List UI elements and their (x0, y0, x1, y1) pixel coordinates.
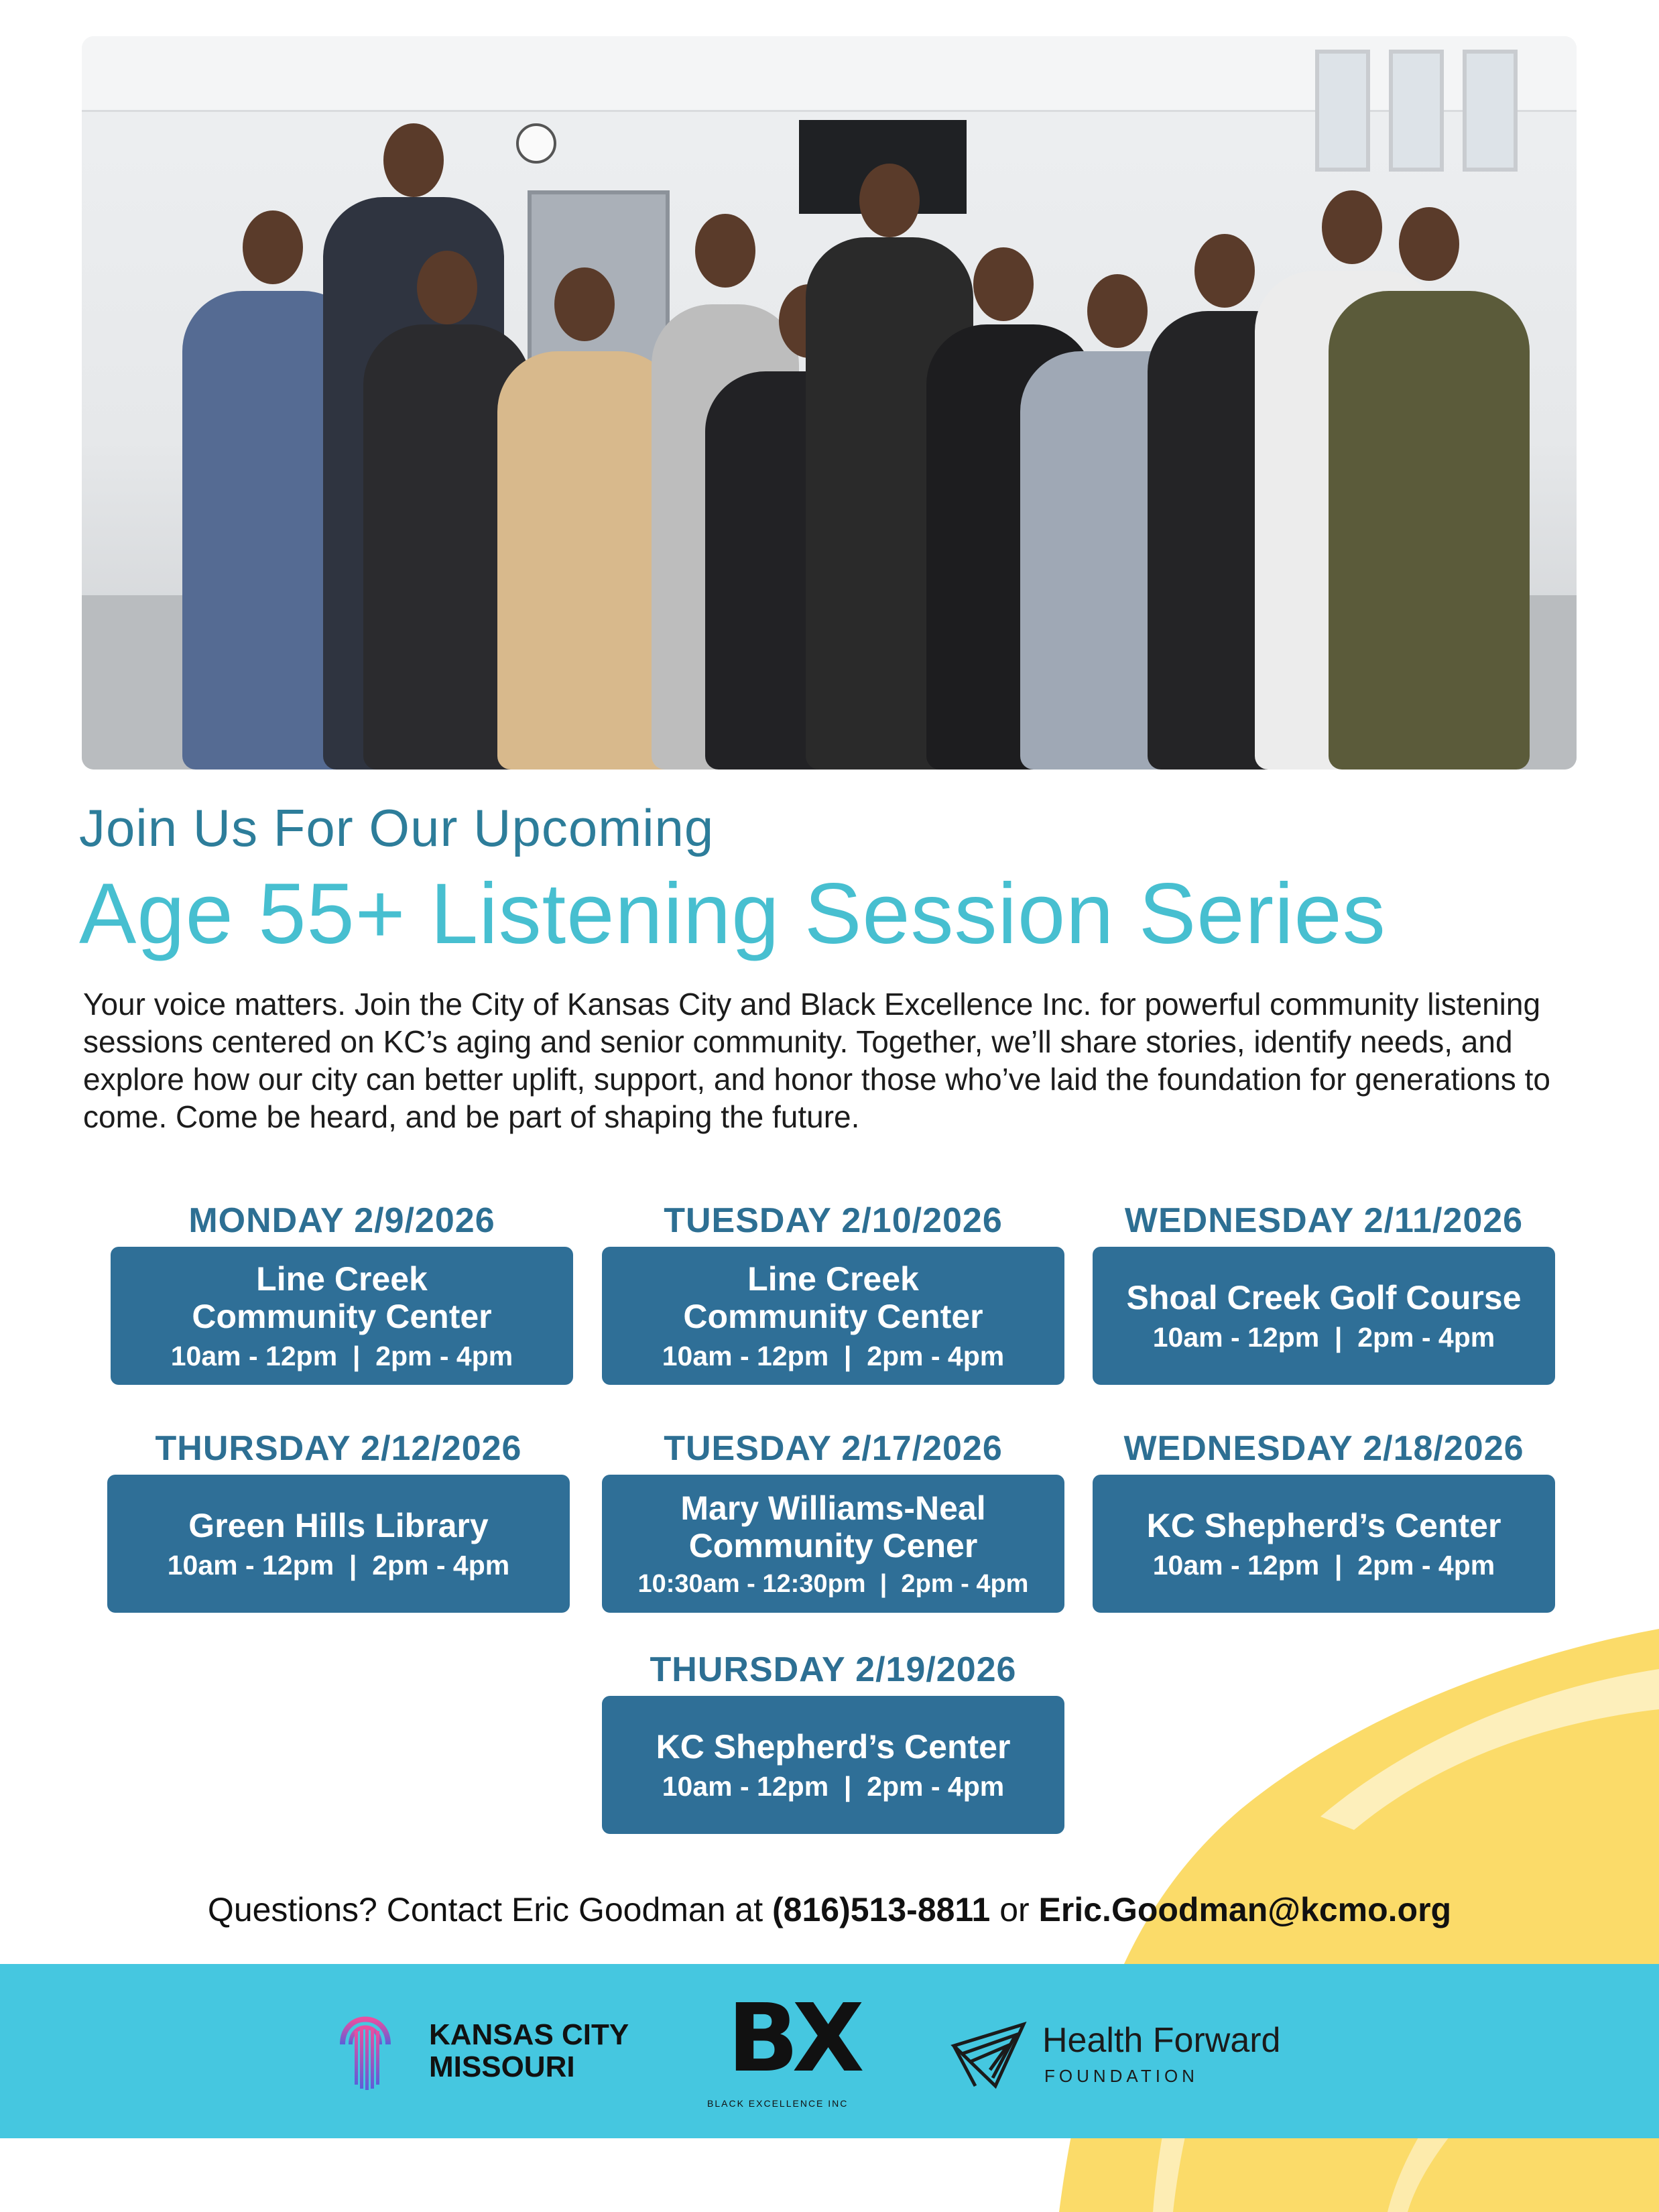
session-times: 10am - 12pm | 2pm - 4pm (170, 1340, 513, 1371)
person-head (1194, 234, 1255, 308)
session-slot (602, 1649, 1064, 1834)
person (1329, 291, 1530, 770)
session-day: WEDNESDAY 2/18/2026 (1123, 1429, 1524, 1468)
session-venue: Community Center (683, 1297, 983, 1335)
wall-clock (516, 123, 556, 164)
hf-logo-line1: Health Forward (1042, 2021, 1281, 2060)
session-times: 10:30am - 12:30pm | 2pm - 4pm (637, 1569, 1029, 1598)
contact-phone[interactable]: (816)513-8811 (772, 1891, 991, 1928)
session-card (602, 1696, 1064, 1834)
page-title: Age 55+ Listening Session Series (79, 866, 1386, 962)
session-slot (111, 1200, 573, 1385)
person-head (417, 251, 477, 324)
session-venue: Green Hills Library (188, 1506, 489, 1544)
person-head (973, 247, 1034, 321)
window (1463, 50, 1518, 172)
session-day: WEDNESDAY 2/11/2026 (1124, 1201, 1524, 1240)
session-day: THURSDAY 2/19/2026 (650, 1650, 1017, 1689)
person-head (243, 210, 303, 284)
hero-photo (82, 36, 1577, 770)
hf-logo-line2: FOUNDATION (1044, 2066, 1199, 2086)
bx-logo-caption: BLACK EXCELLENCE INC (707, 2098, 849, 2109)
session-venue: Mary Williams-Neal (680, 1489, 986, 1527)
session-slot (602, 1428, 1064, 1613)
session-card (107, 1475, 570, 1613)
person-head (859, 164, 920, 237)
session-day: TUESDAY 2/10/2026 (664, 1201, 1003, 1240)
kc-logo-line2: MISSOURI (429, 2050, 575, 2083)
contact-prefix: Questions? Contact Eric Goodman at (207, 1891, 773, 1928)
session-slot (1093, 1428, 1555, 1613)
session-times: 10am - 12pm | 2pm - 4pm (167, 1549, 510, 1581)
session-card (602, 1247, 1064, 1385)
session-venue: Line Creek (747, 1259, 919, 1298)
contact-email[interactable]: Eric.Goodman@kcmo.org (1038, 1891, 1452, 1928)
bx-logo-mark: BX (727, 1984, 858, 2093)
person-head (1087, 274, 1148, 348)
health-forward-icon (948, 2019, 1029, 2093)
subheading: Join Us For Our Upcoming (79, 798, 715, 857)
session-times: 10am - 12pm | 2pm - 4pm (1152, 1321, 1495, 1353)
person-head (695, 214, 755, 288)
session-card (1093, 1475, 1555, 1613)
window (1389, 50, 1444, 172)
intro-paragraph: Your voice matters. Join the City of Kansas City and Black Excellence Inc. for powerful community listening sessions centered on KC’s aging and senior community. Together, we’ll share stories, identify needs, and explore how our city can better uplift, support, and honor those who’ve laid the foundation for generations to come. Come be heard, and be part of shaping the future. (83, 987, 1550, 1134)
session-venue: KC Shepherd’s Center (1146, 1506, 1501, 1544)
session-venue: Community Cener (688, 1526, 978, 1564)
session-times: 10am - 12pm | 2pm - 4pm (1152, 1549, 1495, 1581)
session-venue: Shoal Creek Golf Course (1126, 1278, 1522, 1316)
kc-logo-line1: KANSAS CITY (429, 2018, 629, 2051)
sponsor-band (0, 1964, 1659, 2138)
contact-or: or (990, 1891, 1039, 1928)
session-slot (602, 1200, 1064, 1385)
session-times: 10am - 12pm | 2pm - 4pm (662, 1340, 1005, 1371)
kc-fountain-icon (339, 2004, 392, 2091)
session-times: 10am - 12pm | 2pm - 4pm (662, 1770, 1005, 1802)
session-day: THURSDAY 2/12/2026 (155, 1429, 522, 1468)
session-card (602, 1475, 1064, 1613)
session-day: MONDAY 2/9/2026 (188, 1201, 495, 1240)
session-card (1093, 1247, 1555, 1385)
person-head (554, 267, 615, 341)
window (1315, 50, 1370, 172)
contact-line (0, 1890, 1659, 1929)
session-slot (107, 1428, 570, 1613)
person-head (1399, 207, 1459, 281)
session-venue: Line Creek (256, 1259, 428, 1298)
session-slot (1093, 1200, 1555, 1385)
session-venue: KC Shepherd’s Center (656, 1727, 1011, 1766)
session-card (111, 1247, 573, 1385)
session-venue: Community Center (192, 1297, 492, 1335)
session-day: TUESDAY 2/17/2026 (664, 1429, 1003, 1468)
person-head (1322, 190, 1382, 264)
person-head (383, 123, 444, 197)
kc-logo-text (429, 2019, 629, 2083)
